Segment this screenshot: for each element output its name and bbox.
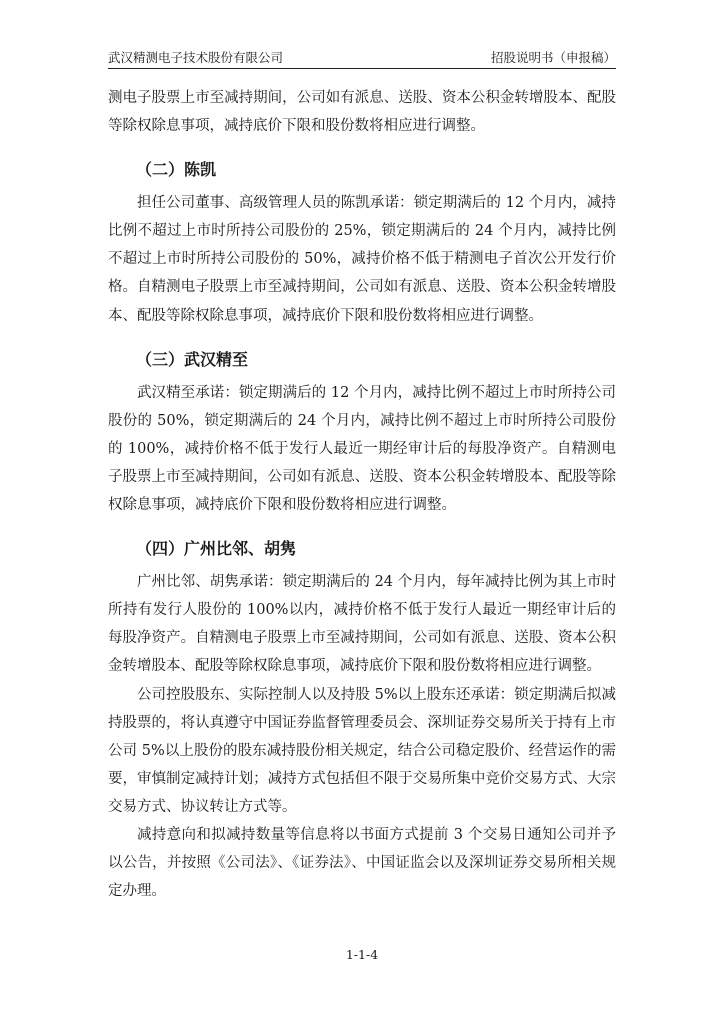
- page-content: [108, 84, 616, 905]
- paragraph-wuhan-jingzhi: 武汉精至承诺：锁定期满后的 12 个月内，减持比例不超过上市时所持公司股份的 50%，锁定期满后的 24 个月内，减持比例不超过上市时所持公司股份的 100%，减持价格不低于发行人最近一期经审计后的每股净资产。自精测电子股票上市至减持期间，公司如有派息、送股、资本公积金转增股本、配股等除权除息事项，减持底价下限和股份数将相应进行调整。: [108, 384, 616, 514]
- company-name: 武汉精测电子技术股份有限公司: [108, 50, 284, 65]
- page-header: [108, 48, 616, 68]
- section-heading-chen-kai: （二）陈凯: [136, 160, 217, 180]
- paragraph-shareholder-commitment: 公司控股股东、实际控制人以及持股 5%以上股东还承诺：锁定期满后拟减持股票的，将认真遵守中国证券监督管理委员会、深圳证券交易所关于持有上市公司 5%以上股份的股东减持股份相关规定，结合公司稳定股价、经营运作的需要，审慎制定减持计划；减持方式包括但不限于交易所集中竞价交易方式、大宗交易方式、协议转让方式等。: [108, 686, 616, 815]
- section-heading-guangzhou-bilin: （四）广州比邻、胡隽: [136, 539, 297, 559]
- section-heading-wuhan-jingzhi: （三）武汉精至: [136, 349, 249, 369]
- paragraph-continued: 测电子股票上市至减持期间，公司如有派息、送股、资本公积金转增股本、配股等除权除息事项，减持底价下限和股份数将相应进行调整。: [108, 90, 616, 135]
- paragraph-guangzhou-bilin: 广州比邻、胡隽承诺：锁定期满后的 24 个月内，每年减持比例为其上市时所持有发行人股份的 100%以内，减持价格不低于发行人最近一期经审计后的每股净资产。自精测电子股票上市至减持期间，公司如有派息、送股、资本公积金转增股本、配股等除权除息事项，减持底价下限和股份数将相应进行调整。: [108, 574, 616, 675]
- paragraph-chen-kai: 担任公司董事、高级管理人员的陈凯承诺：锁定期满后的 12 个月内，减持比例不超过上市时所持公司股份的 25%，锁定期满后的 24 个月内，减持比例不超过上市时所持公司股份的 50%，减持价格不低于精测电子首次公开发行价格。自精测电子股票上市至减持期间，公司如有派息、送股、资本公积金转增股本、配股等除权除息事项，减持底价下限和股份数将相应进行调整。: [108, 195, 616, 324]
- document-title: 招股说明书（申报稿）: [490, 50, 616, 65]
- page-number: 1-1-4: [345, 947, 379, 962]
- paragraph-disclosure: 减持意向和拟减持数量等信息将以书面方式提前 3 个交易日通知公司并予以公告，并按照《公司法》、《证券法》、中国证监会以及深圳证券交易所相关规定办理。: [108, 826, 616, 900]
- header-rule: [108, 68, 616, 69]
